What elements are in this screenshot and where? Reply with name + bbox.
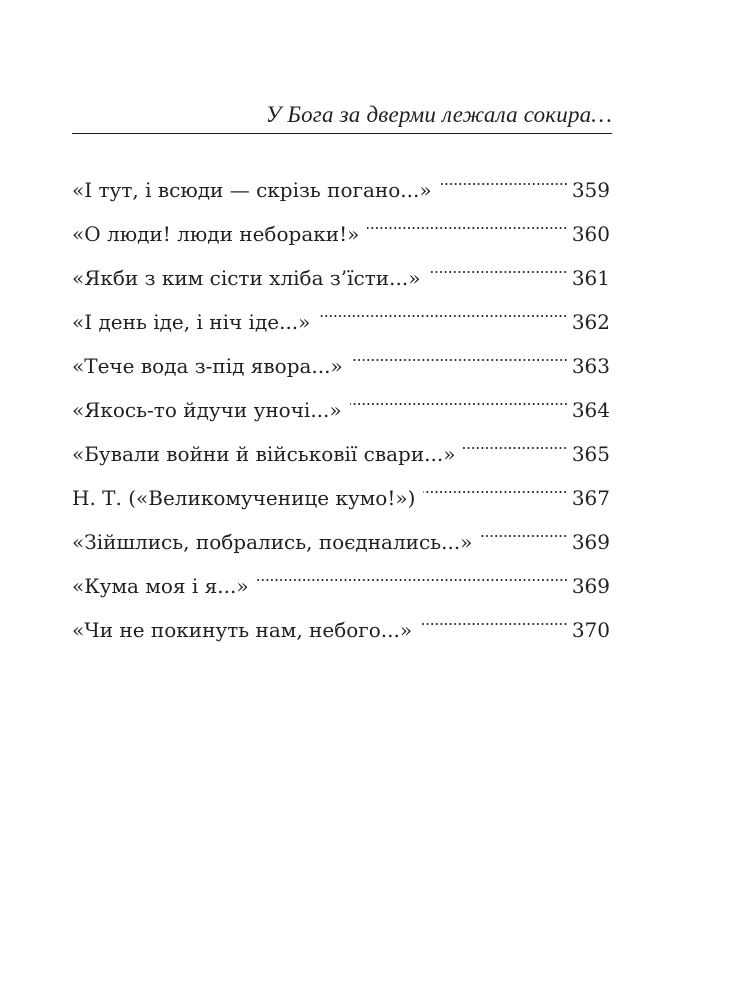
toc-entry-page: 369	[571, 574, 610, 598]
dot-leader	[428, 241, 567, 285]
dot-leader	[480, 505, 567, 549]
dot-leader	[318, 285, 567, 329]
toc-entry-title: «Бували войни й військовії свари...»	[72, 442, 456, 466]
toc-entry-title: «І тут, і всюди — скрізь погано...»	[72, 178, 432, 202]
dot-leader	[350, 373, 568, 417]
toc-entry-page: 365	[571, 442, 610, 466]
toc-entry	[72, 153, 610, 202]
dot-leader	[440, 153, 568, 197]
toc-entry-page: 363	[571, 354, 610, 378]
header-rule	[72, 133, 612, 134]
toc-entry-page: 367	[571, 486, 610, 510]
toc-entry-title: Н. Т. («Великомученице кумо!»)	[72, 486, 416, 510]
dot-leader	[351, 329, 568, 373]
toc-entry-page: 362	[571, 310, 610, 334]
dot-leader	[423, 461, 567, 505]
toc-entry-title: «Кума моя і я...»	[72, 574, 249, 598]
toc-entry-title: «Зійшлись, побрались, поєднались...»	[72, 530, 473, 554]
running-header: У Бога за дверми лежала сокира…	[265, 102, 612, 127]
dot-leader	[257, 549, 568, 593]
toc-entry-title: «Якби з ким сісти хліба з’їсти...»	[72, 266, 421, 290]
dot-leader	[367, 197, 567, 241]
toc-entry-page: 361	[571, 266, 610, 290]
toc-entry-page: 369	[571, 530, 610, 554]
toc-entry-title: «Якось-то йдучи уночі...»	[72, 398, 342, 422]
toc-entry-title: «Тече вода з-під явора...»	[72, 354, 343, 378]
toc-entry-title: «О люди! люди небораки!»	[72, 222, 360, 246]
toc-entry-page: 359	[571, 178, 610, 202]
table-of-contents	[72, 153, 610, 642]
toc-entry-page: 370	[571, 618, 610, 642]
dot-leader	[463, 417, 567, 461]
toc-entry-title: «І день іде, і ніч іде...»	[72, 310, 311, 334]
toc-entry-page: 360	[571, 222, 610, 246]
toc-entry-title: «Чи не покинуть нам, небого...»	[72, 618, 413, 642]
toc-entry-page: 364	[571, 398, 610, 422]
dot-leader	[420, 593, 568, 637]
